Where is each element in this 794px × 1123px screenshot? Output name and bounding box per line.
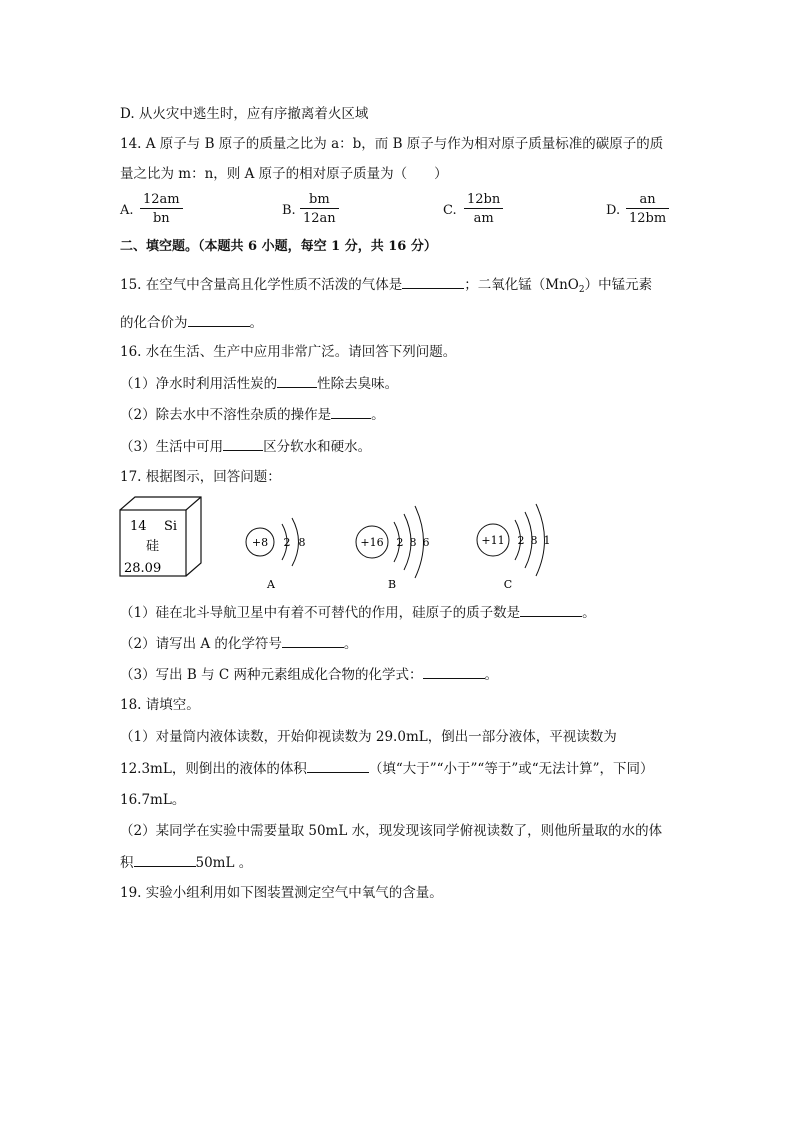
atom-b-shell-3: 6 <box>422 536 430 549</box>
q16-stem: 16. 水在生活、生产中应用非常广泛。请回答下列问题。 <box>120 344 457 360</box>
q15-blank-1[interactable] <box>402 274 464 289</box>
atom-structure-c <box>477 504 551 591</box>
q15-formula: MnO$_2$ <box>545 277 585 295</box>
q14-option-c-fraction: $\frac{12bn}{am}$ <box>464 192 503 226</box>
q17-figure <box>110 492 570 592</box>
q17-sub1: （1）硅在北斗导航卫星中有着不可替代的作用，硅原子的质子数是 。 <box>120 602 596 623</box>
element-name: 硅 <box>146 539 160 554</box>
q13-option-d: D. 从火灾中逃生时，应有序撤离着火区域 <box>120 106 369 122</box>
q16-sub2: （2）除去水中不溶性杂质的操作是 。 <box>120 404 385 425</box>
atom-structure-a <box>246 518 306 591</box>
atom-b-nucleus: +16 <box>360 536 384 549</box>
q18-sub2-line1: （2）某同学在实验中需要量取 50mL 水，现发现该同学俯视读数了，则他所量取的水的体 <box>120 823 663 839</box>
atom-structure-b <box>356 506 430 591</box>
q18-sub1-line1: （1）对量筒内液体读数，开始仰视读数为 29.0mL，倒出一部分液体，平视读数为 <box>120 729 617 745</box>
q14-option-d-fraction: $\frac{an}{12bm}$ <box>626 192 669 226</box>
q14-option-c-label: C. <box>443 203 457 218</box>
q18-blank-2[interactable] <box>134 852 196 867</box>
q17-sub3: （3）写出 B 与 C 两种元素组成化合物的化学式： 。 <box>120 664 498 685</box>
q18-stem: 18. 请填空。 <box>120 697 200 713</box>
q18-sub1-line2: 12.3mL，则倒出的液体的体积 （填“大于”“小于”“等于”或“无法计算”，下同） <box>120 758 654 779</box>
q16-sub3: （3）生活中可用 区分软水和硬水。 <box>120 436 371 457</box>
atom-c-label: C <box>503 578 513 591</box>
q14-option-d-label: D. <box>606 203 621 218</box>
q14-option-b-fraction: $\frac{bm}{12an}$ <box>300 192 339 226</box>
q16-blank-1[interactable] <box>277 373 317 388</box>
q15-blank-2[interactable] <box>188 312 250 327</box>
atom-a-nucleus: +8 <box>251 536 269 549</box>
atom-b-label: B <box>387 578 397 591</box>
element-symbol: Si <box>164 519 178 534</box>
q16-blank-2[interactable] <box>331 404 371 419</box>
atom-a-shell-1: 2 <box>283 536 291 549</box>
atom-a-label: A <box>267 578 275 591</box>
section-2-heading: 二、填空题。（本题共 6 小题，每空 1 分，共 16 分） <box>120 239 437 254</box>
atom-b-shell-1: 2 <box>396 536 404 549</box>
q14-option-a-fraction: $\frac{12am}{bn}$ <box>140 192 183 226</box>
q15-line1: 15. 在空气中含量高且化学性质不活泼的气体是 ；二氧化锰（MnO$_2$）中锰元素 <box>120 274 652 300</box>
atom-c-nucleus: +11 <box>481 534 505 547</box>
q14-option-b-label: B. <box>282 203 296 218</box>
atom-b-shell-2: 8 <box>409 536 417 549</box>
element-atomic-mass: 28.09 <box>124 561 162 576</box>
q18-sub1-line3: 16.7mL。 <box>120 792 186 808</box>
q16-sub1: （1）净水时利用活性炭的 性除去臭味。 <box>120 373 398 394</box>
q17-blank-1[interactable] <box>520 602 582 617</box>
atom-c-shell-1: 2 <box>517 534 525 547</box>
q17-blank-2[interactable] <box>282 633 344 648</box>
q17-sub2: （2）请写出 A 的化学符号 。 <box>120 633 357 654</box>
q17-blank-3[interactable] <box>423 664 485 679</box>
q16-blank-3[interactable] <box>223 436 263 451</box>
q15-line2: 的化合价为 。 <box>120 312 263 333</box>
q14-option-a-label: A. <box>120 203 134 218</box>
q19-stem: 19. 实验小组利用如下图装置测定空气中氧气的含量。 <box>120 885 443 901</box>
q18-sub2-line2: 积 50mL 。 <box>120 852 252 873</box>
element-card-silicon <box>120 497 201 576</box>
atom-c-shell-3: 1 <box>543 534 551 547</box>
atom-c-shell-2: 8 <box>530 534 538 547</box>
q14-stem-line1: 14. A 原子与 B 原子的质量之比为 a：b，而 B 原子与作为相对原子质量标准的碳原子的质 <box>120 136 664 152</box>
atom-a-shell-2: 8 <box>298 536 306 549</box>
q17-stem: 17. 根据图示，回答问题： <box>120 469 281 485</box>
q18-blank-1[interactable] <box>307 758 369 773</box>
element-atomic-number: 14 <box>130 519 147 534</box>
q14-stem-line2: 量之比为 m：n，则 A 原子的相对原子质量为（ ） <box>120 166 448 182</box>
